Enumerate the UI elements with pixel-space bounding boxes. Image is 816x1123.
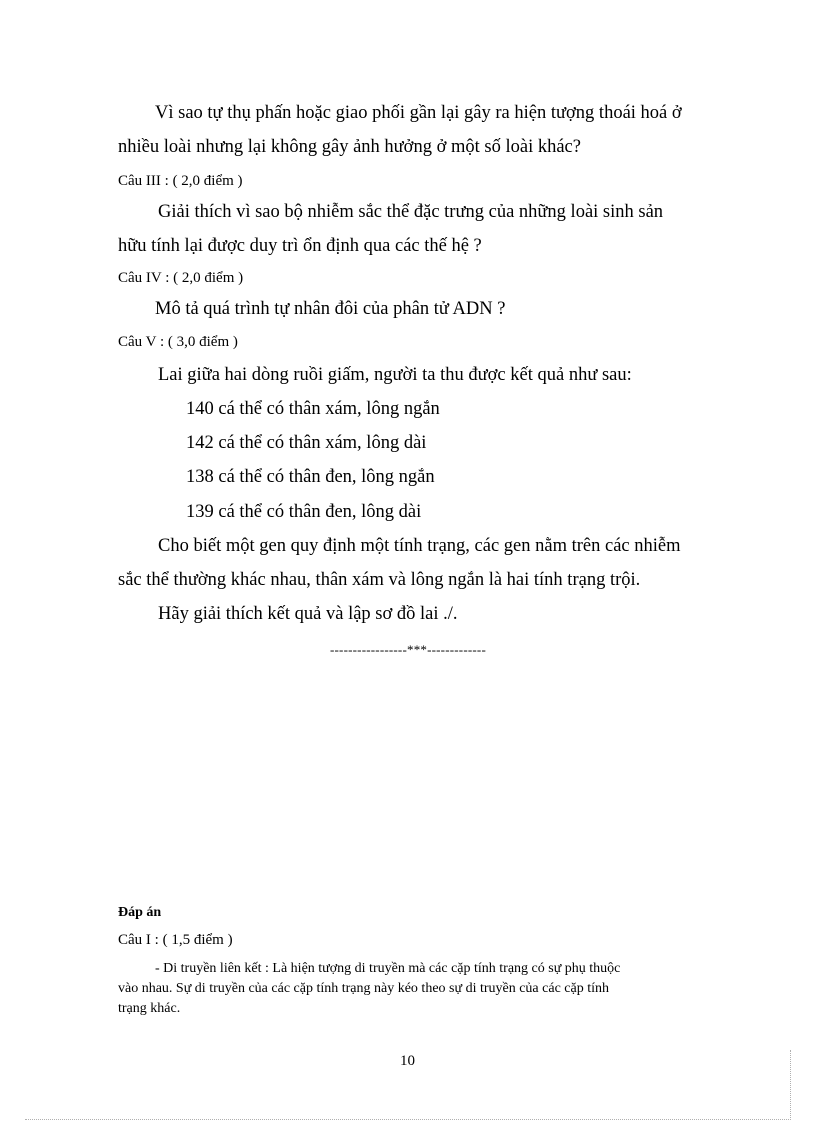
result-item-1: 140 cá thể có thân xám, lông ngắn xyxy=(186,399,440,419)
question-three-line-1: Giải thích vì sao bộ nhiễm sắc thể đặc trưng của những loài sinh sản xyxy=(158,202,664,222)
answer-one-line-3: trạng khác. xyxy=(118,1001,181,1016)
page-number: 10 xyxy=(400,1053,415,1069)
section-separator: -----------------***------------- xyxy=(330,642,486,657)
answer-one-line-1: - Di truyền liên kết : Là hiện tượng di truyền mà các cặp tính trạng có sự phụ thuộc xyxy=(155,961,621,976)
page-right-boundary xyxy=(790,1050,791,1120)
result-item-3: 138 cá thể có thân đen, lông ngắn xyxy=(186,467,435,487)
question-four-header: Câu IV : ( 2,0 điểm ) xyxy=(118,270,244,286)
question-four-line-1: Mô tả quá trình tự nhân đôi của phân tử ADN ? xyxy=(155,299,506,319)
answers-title: Đáp án xyxy=(118,905,162,920)
question-five-header: Câu V : ( 3,0 điểm ) xyxy=(118,334,238,350)
result-item-4: 139 cá thể có thân đen, lông dài xyxy=(186,502,422,522)
answer-one-line-2: vào nhau. Sự di truyền của các cặp tính trạng này kéo theo sự di truyền của các cặp tính xyxy=(118,981,609,996)
question-five-note-line-1: Cho biết một gen quy định một tính trạng, các gen nằm trên các nhiễm xyxy=(158,536,681,556)
question-two-line-1: Vì sao tự thụ phấn hoặc giao phối gần lại gây ra hiện tượng thoái hoá ở xyxy=(155,103,682,123)
question-three-line-2: hữu tính lại được duy trì ổn định qua các thế hệ ? xyxy=(118,236,482,256)
question-five-note-line-2: sắc thể thường khác nhau, thân xám và lông ngắn là hai tính trạng trội. xyxy=(118,570,641,590)
result-item-2: 142 cá thể có thân xám, lông dài xyxy=(186,433,427,453)
page-bottom-boundary xyxy=(25,1119,791,1120)
question-three-header: Câu III : ( 2,0 điểm ) xyxy=(118,173,243,189)
question-two-line-2: nhiều loài nhưng lại không gây ảnh hưởng ở một số loài khác? xyxy=(118,137,581,157)
question-five-task: Hãy giải thích kết quả và lập sơ đồ lai ./. xyxy=(158,604,458,624)
question-five-intro: Lai giữa hai dòng ruồi giấm, người ta thu được kết quả như sau: xyxy=(158,365,632,385)
answer-one-header: Câu I : ( 1,5 điểm ) xyxy=(118,932,233,948)
